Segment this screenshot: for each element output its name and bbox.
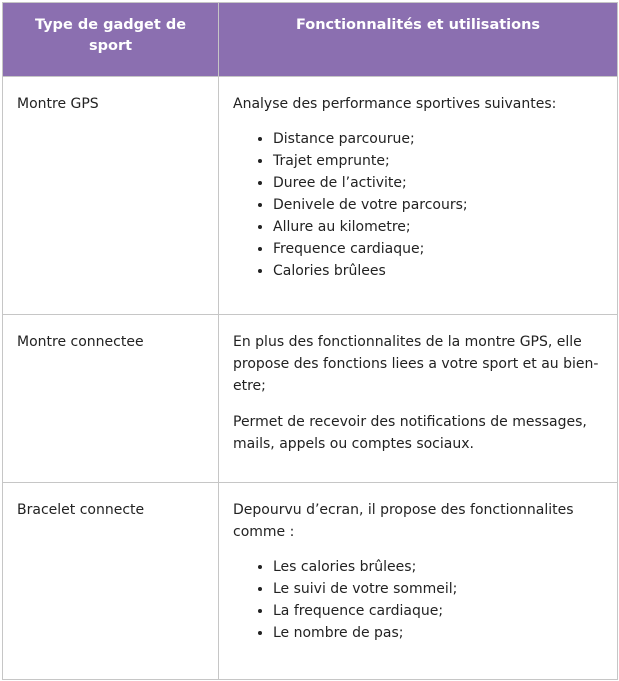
features-intro: Depourvu d’ecran, il propose des fonctionnalites comme :	[233, 502, 574, 540]
list-item: • La frequence cardiaque;	[273, 600, 603, 622]
list-item: • Calories brûlees	[273, 260, 603, 282]
list-item: • Le nombre de pas;	[273, 622, 603, 644]
table-row	[3, 315, 618, 483]
table-row	[3, 77, 618, 315]
list-item: • Duree de l’activite;	[273, 172, 603, 194]
gadget-type-cell: Montre GPS	[3, 77, 219, 315]
gadget-type-cell: Montre connectee	[3, 315, 219, 483]
gadget-table	[2, 2, 618, 680]
list-item: • Frequence cardiaque;	[273, 238, 603, 260]
feature-list	[233, 556, 603, 644]
header-features: Fonctionnalités et utilisations	[219, 3, 618, 77]
list-item: • Denivele de votre parcours;	[273, 194, 603, 216]
feature-list	[233, 128, 603, 282]
gadget-features-cell	[219, 77, 618, 315]
features-paragraph: Permet de recevoir des notifications de messages, mails, appels ou comptes sociaux.	[233, 414, 587, 452]
list-item: • Le suivi de votre sommeil;	[273, 578, 603, 600]
header-type: Type de gadget de sport	[3, 3, 219, 77]
list-item: • Trajet emprunte;	[273, 150, 603, 172]
list-item: • Les calories brûlees;	[273, 556, 603, 578]
header-row	[3, 3, 618, 77]
gadget-features-cell	[219, 315, 618, 483]
features-intro: Analyse des performance sportives suivantes:	[233, 96, 557, 112]
list-item: • Allure au kilometre;	[273, 216, 603, 238]
gadget-type-cell: Bracelet connecte	[3, 483, 219, 680]
gadget-features-cell	[219, 483, 618, 680]
list-item: • Distance parcourue;	[273, 128, 603, 150]
features-paragraph: En plus des fonctionnalites de la montre GPS, elle propose des fonctions liees a votre sport et au bien-etre;	[233, 334, 599, 394]
table-row	[3, 483, 618, 680]
